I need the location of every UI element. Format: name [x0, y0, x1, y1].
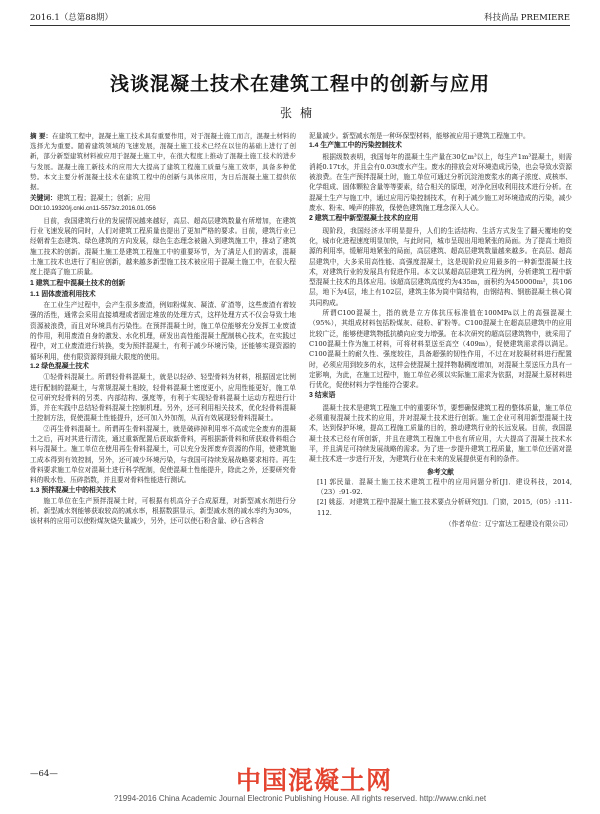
author-affiliation: （作者单位：辽宁富达工程建设有限公司）	[444, 519, 572, 528]
subsection-heading: 1.1 固体废渣利用技术	[30, 290, 96, 298]
issue-info: 2016.1（总第88期）	[30, 13, 114, 23]
subsection-heading: 1.4 生产施工中的污染控制技术	[309, 142, 402, 150]
left-column	[30, 131, 296, 748]
article-author: 张楠	[279, 106, 320, 120]
abstract	[30, 131, 296, 192]
body-paragraph: 在工业生产过程中，会产生很多废渣，例如粉煤灰、凝渣、矿渣等，这些废渣有着较强的活性，通常会采用直接填埋或者固定堆放的处理方式，这样处理方式不仅会导致土地资源被浪费，而且对环境具有污染性。在预拌混凝土时，施工单位能够充分发挥工业废渣的作用，利用废渣自身的激发、水化机理，研发出高性能混凝土配制核心技术，在实践过程中，对工业废渣进行转换，变为预拌混凝土，有利于减少环境污染，还能够实现资源的循环利用，使有限资源得到最大限度的使用。	[30, 301, 296, 361]
page-number: —64—	[30, 769, 58, 779]
right-column	[309, 131, 572, 748]
references-title: 参考文献	[427, 467, 454, 476]
keywords-text: 建筑工程；混凝土；创新；应用	[56, 194, 151, 203]
journal-name: 科技尚品 PREMIERE	[484, 13, 570, 23]
section-heading: 1 建筑工程中混凝土技术的创新	[30, 279, 126, 287]
body-paragraph: 施工单位在生产预拌混凝土时，可根据有机高分子合成原理，对新型减水剂进行分析。新型减水剂能够获取较高的减水率，根据数据显示，新型减水剂的减水率约为30%，该材料的应用可以使粉煤灰烧失量减少，另外，还可以使石粉含量、砂石含料含	[30, 496, 296, 526]
page-footer	[0, 760, 600, 814]
body-paragraph: ②再生骨料混凝土。所谓再生骨料混凝土，就是破碎掉利用率不高或完全废弃的混凝土之后，再对其进行清洗，通过重新配置后获取新骨料，再根据新骨料和所获取骨料组合料与混凝土。施工单位在使用再生骨料混凝土，可以充分发挥废弃资源的作用，使建筑施工成本得到有效控制，另外，还可减少环境污染，与我国可持续发展战略要求相符。再生骨料要求施工单位对混凝土进行科学配制，促使混凝土性能提升，除此之外，还要研究骨料的吸水性、压碎指数，并且要对骨料性能进行测试。	[30, 424, 296, 485]
abstract-label: 摘 要：	[30, 132, 53, 140]
conclusion-paragraph: 混凝土技术是建筑工程施工中的重要环节，要想确保建筑工程的整体质量，施工单位必须重视混凝土技术的应用，并对混凝土技术进行创新。施工企业可利用新型混凝土技术，达到保护环境，提高工程施工质量的目的，推动建筑行业的长远发展。目前，我国混凝土技术已经有所创新，并且在建筑工程施工中也有所应用，大大提高了混凝土技术水平，并且满足可持续发展战略的需求。为了进一步提升建筑工程质量，施工单位还需对混凝土技术进一步进行开发，为建筑行业在未来的发展提供更有利的条件。	[309, 403, 572, 464]
reference-item: [2] 姚蕊．对建筑工程中混凝土施工技术要点分析研究[J]．门窗，2015,（05）:111-112.	[317, 498, 572, 517]
subsection-heading: 1.2 绿色混凝土技术	[30, 362, 89, 370]
site-watermark: 中国混凝土网	[236, 766, 393, 795]
article-title: 浅谈混凝土技术在建筑工程中的创新与应用	[109, 73, 490, 95]
abstract-text: 在建筑工程中，混凝土施工技术具有重要作用，对于混凝土施工而言，混凝土材料的选择尤为重要。随着建筑领域的飞速发展，混凝土施工技术已经在以往的基础上进行了创新，部分新型建筑材料被应用于混凝土施工中，在很大程度上推动了混凝土施工技术的进步与发展。混凝土施工新技术的应用大大提高了建筑工程施工质量与施工效率，具备多种优势。本文主要分析混凝土技术在建筑工程中的创新与具体应用，为日后混凝土施工提供依据。	[30, 132, 296, 192]
intro-paragraph: 目前，我国建筑行业的发展情况越来越好，高层、超高层建筑数量有所增加，在建筑行业飞速发展的同时，人们对建筑工程质量也提出了更加严格的要求。目前，建筑行业已经朝着生态建筑、绿色建筑的方向发展，绿色生态理念被融入到建筑施工中，推动了建筑施工技术的创新。混凝土施工是建筑工程施工中的重要环节，为了满足人们的需求，混凝土施工技术也进行了相应创新，越来越多新型施工技术被应用于混凝土施工中，在很大程度上提高了施工质量。	[30, 216, 296, 277]
copyright-line: ?1994-2016 China Academic Journal Electronic Publishing House. All rights reserved. http://www.cnki.net	[113, 794, 487, 803]
section-heading: 3 结束语	[309, 392, 336, 400]
body-paragraph: 现阶段，我国经济水平明显提升，人们的生活结构、生活方式发生了翻天覆地的变化，城市化进程速度明显加快，与此时同，城市呈现出用地紧张的局面。为了提高土地资源的利用率，缓解用地紧张的局面，高层建筑、超高层建筑数量越来越多。在高层、超高层建筑中，大多采用高性能、高强度混凝土，这是现阶段应用最多的一种新型混凝土技术，对建筑行业的发展具有促进作用。本文以某超高层建筑工程为例，分析建筑工程中新型混凝土技术的具体应用。该超高层建筑高度约为435m，面积约为450000m²，共106层，地下为4层，地上有102层，建筑主体为筒中筒结构，由钢结构、钢筋混凝土核心筒共同构成。	[309, 226, 572, 307]
body-paragraph: ①轻骨料混凝土。所谓轻骨料混凝土，就是以轻砂、轻型骨料为材料，根据固定比例进行配制的混凝土，与常规混凝土相较，轻骨料混凝土密度更小，应用性能更好，施工单位可研究轻骨料的另类、内部结构、强度等，有利于实现轻骨料混凝土运动方程进行计算，并在实践中总结轻骨料混凝土控制机理。另外，还可利用相关技术，优化轻骨料混凝土控制方法，促使混凝土性能提升，还可加入外加剂，从而有效展现轻骨料混凝土。	[30, 373, 296, 423]
running-header	[30, 10, 570, 26]
doi: DOI:10.19320/j.cnki.cn11-5573/z.2016.01.056	[30, 204, 156, 212]
body-paragraph: 根据级数表明，我国每年的混凝土生产量在30亿m³以上，每生产1m³混凝土，则需消耗0.17t水，并且会有0.03t废水产生。废水的排放会对环境造成污染，也会导致水资源被浪费。在生产预拌混凝土时，施工单位可通过分析沉淀池废浆水的离子浓度、成核率、化学组成、固体颗粒含量等等要素，结合相关的原理，对净化回收利用技术进行分析。在混凝土生产与施工中，通过应用污染控制技术，有利于减少施工对环境造成的污染，减少废水、粉末、噪声的排放，保使色建筑施工理念深入人心。	[309, 152, 572, 213]
keywords-label: 关键词：	[30, 194, 57, 203]
body-paragraph: 所谓C100混凝土，指的就是立方体抗压标准值在100MPa以上的高强混凝土（95%），其组成材料包括粉煤灰、硅粉、矿粉等。C100混凝土在超高层建筑中的应用比较广泛，能够使建筑物抵抗横向应变力增强。在本次研究的超高层建筑物中，就采用了C100混凝土作为施工材料，可将材料泵送至高空（409m），促使建筑需求得以满足。C100混凝土的耐久性、强度较往，具备超强的韧性作用，不过在对胶凝材料进行配置时，必须应用到较多的水，这样会使混凝土搅拌物黏稠度增加，对混凝土泵送压力具有一定影响，为此，在施工过程中，施工单位必须以实际施工需求为依据，对混凝土原材料进行优化，促使材料力学性能符合要求。	[309, 309, 572, 390]
section-heading: 2 建筑工程中新型混凝土技术的应用	[309, 215, 419, 223]
reference-item: [1] 郭民量．混凝土施工技术建筑工程中的应用问题分析[J]．建设科技，2014,（23）:91-92.	[317, 477, 572, 497]
keywords	[30, 193, 296, 203]
subsection-heading: 1.3 预拌混凝土中的相关技术	[30, 486, 117, 494]
body-paragraph: 泥量减少。新型减水剂是一种环保型材料，能够被应用于建筑工程施工中。	[309, 132, 530, 140]
